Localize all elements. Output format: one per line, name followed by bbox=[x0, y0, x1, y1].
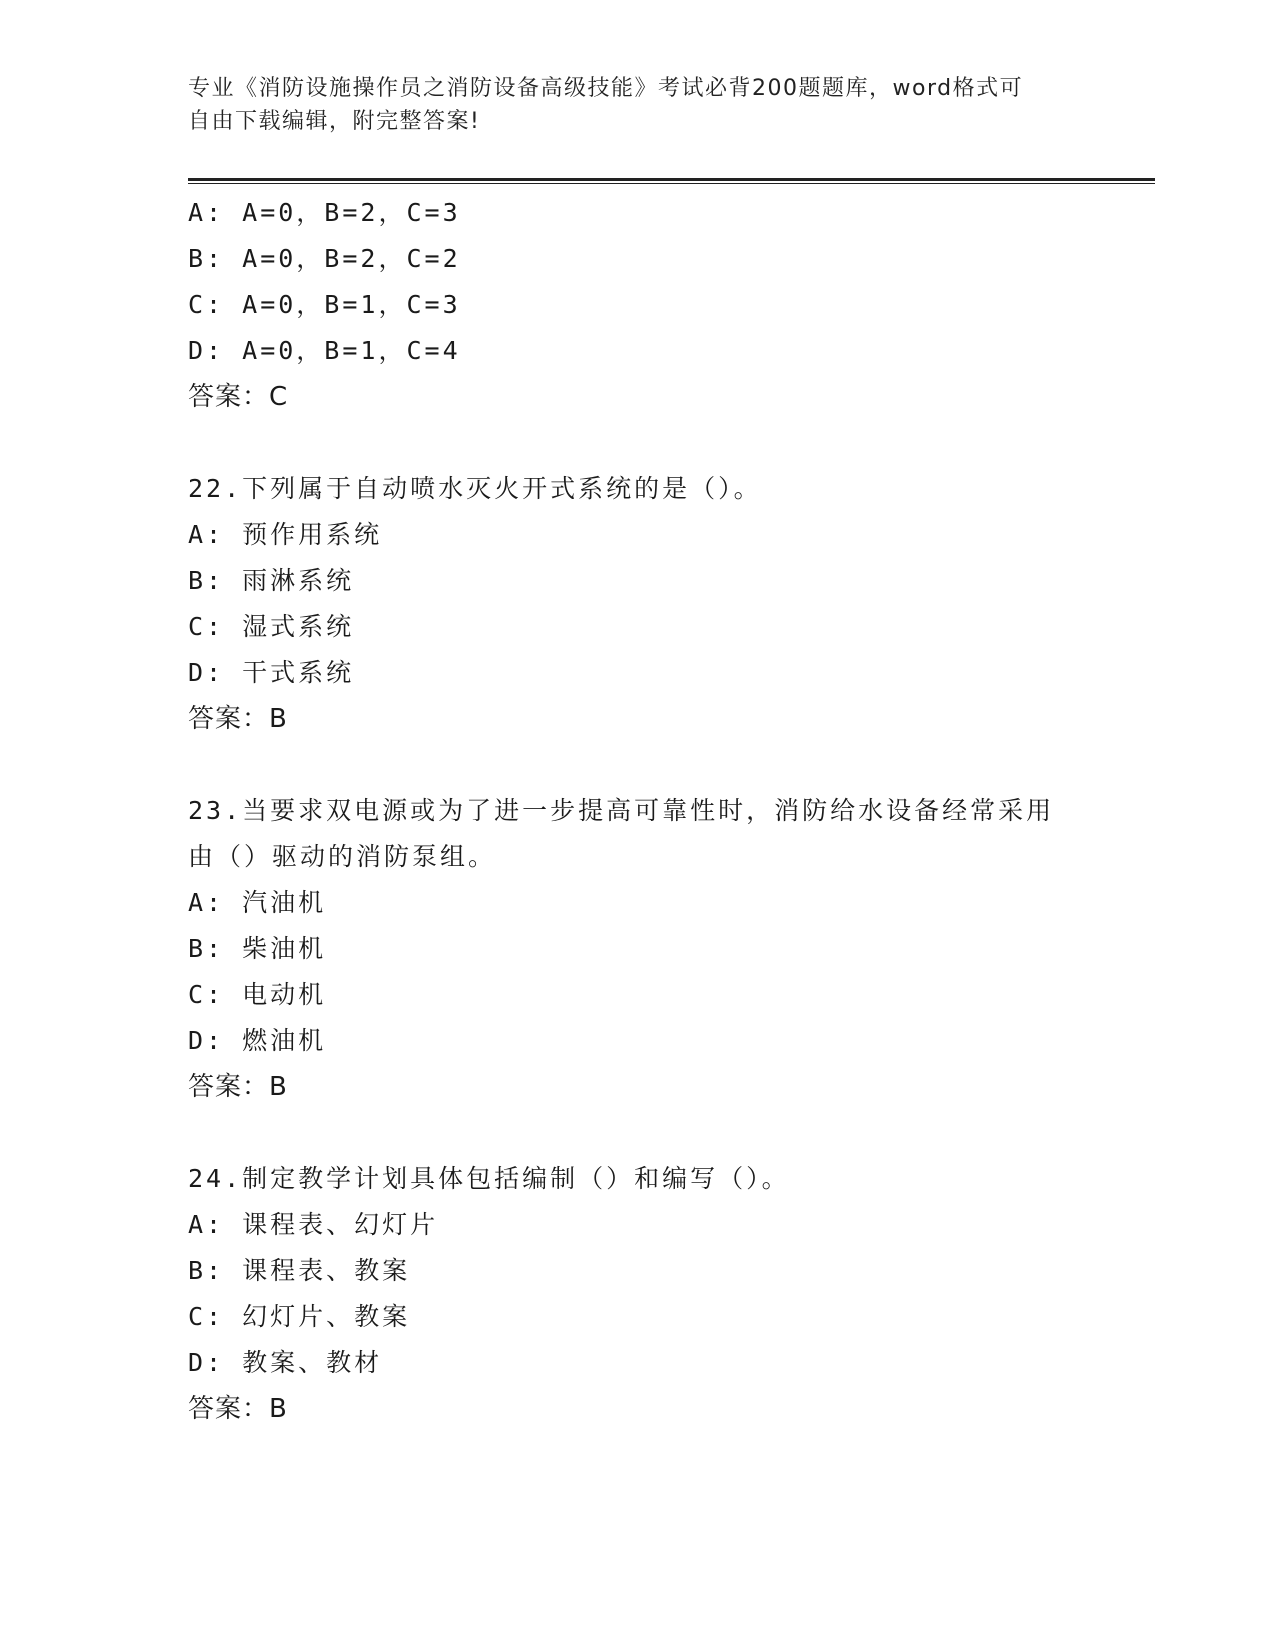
answer-line: 答案：B bbox=[188, 704, 288, 734]
question-list bbox=[188, 190, 1088, 1432]
spacer bbox=[188, 1110, 1088, 1156]
option-d: D: 干式系统 bbox=[188, 658, 355, 687]
question-text: 24.制定教学计划具体包括编制（）和编写（）。 bbox=[188, 1164, 790, 1193]
option-b: B: 柴油机 bbox=[188, 934, 327, 963]
question-block-21 bbox=[188, 190, 1088, 420]
question-block-23 bbox=[188, 788, 1088, 1110]
option-a: A: A=0，B=2，C=3 bbox=[188, 198, 461, 227]
question-block-24 bbox=[188, 1156, 1088, 1432]
option-c: C: A=0，B=1，C=3 bbox=[188, 290, 461, 319]
answer-line: 答案：B bbox=[188, 1072, 288, 1102]
option-a: A: 课程表、幻灯片 bbox=[188, 1210, 439, 1239]
header-line-2: 自由下载编辑，附完整答案! bbox=[188, 109, 481, 134]
option-b: B: 课程表、教案 bbox=[188, 1256, 411, 1285]
option-a: A: 预作用系统 bbox=[188, 520, 383, 549]
header-rule-thin bbox=[188, 183, 1155, 184]
spacer bbox=[188, 742, 1088, 788]
option-d: D: 燃油机 bbox=[188, 1026, 327, 1055]
answer-line: 答案：B bbox=[188, 1394, 288, 1424]
answer-line: 答案：C bbox=[188, 382, 289, 412]
option-b: B: 雨淋系统 bbox=[188, 566, 355, 595]
option-c: C: 幻灯片、教案 bbox=[188, 1302, 411, 1331]
header-rule-thick bbox=[188, 178, 1155, 181]
option-c: C: 湿式系统 bbox=[188, 612, 355, 641]
option-c: C: 电动机 bbox=[188, 980, 327, 1009]
question-text: 22.下列属于自动喷水灭火开式系统的是（）。 bbox=[188, 474, 762, 503]
spacer bbox=[188, 420, 1088, 466]
question-block-22 bbox=[188, 466, 1088, 742]
option-b: B: A=0，B=2，C=2 bbox=[188, 244, 461, 273]
document-header bbox=[188, 72, 1068, 138]
question-text-line-2: 由（）驱动的消防泵组。 bbox=[188, 842, 497, 871]
option-a: A: 汽油机 bbox=[188, 888, 327, 917]
option-d: D: 教案、教材 bbox=[188, 1348, 383, 1377]
option-d: D: A=0，B=1，C=4 bbox=[188, 336, 461, 365]
header-line-1: 专业《消防设施操作员之消防设备高级技能》考试必背200题题库，word格式可 bbox=[188, 76, 1024, 101]
question-text-line-1: 23.当要求双电源或为了进一步提高可靠性时，消防给水设备经常采用 bbox=[188, 796, 1055, 825]
